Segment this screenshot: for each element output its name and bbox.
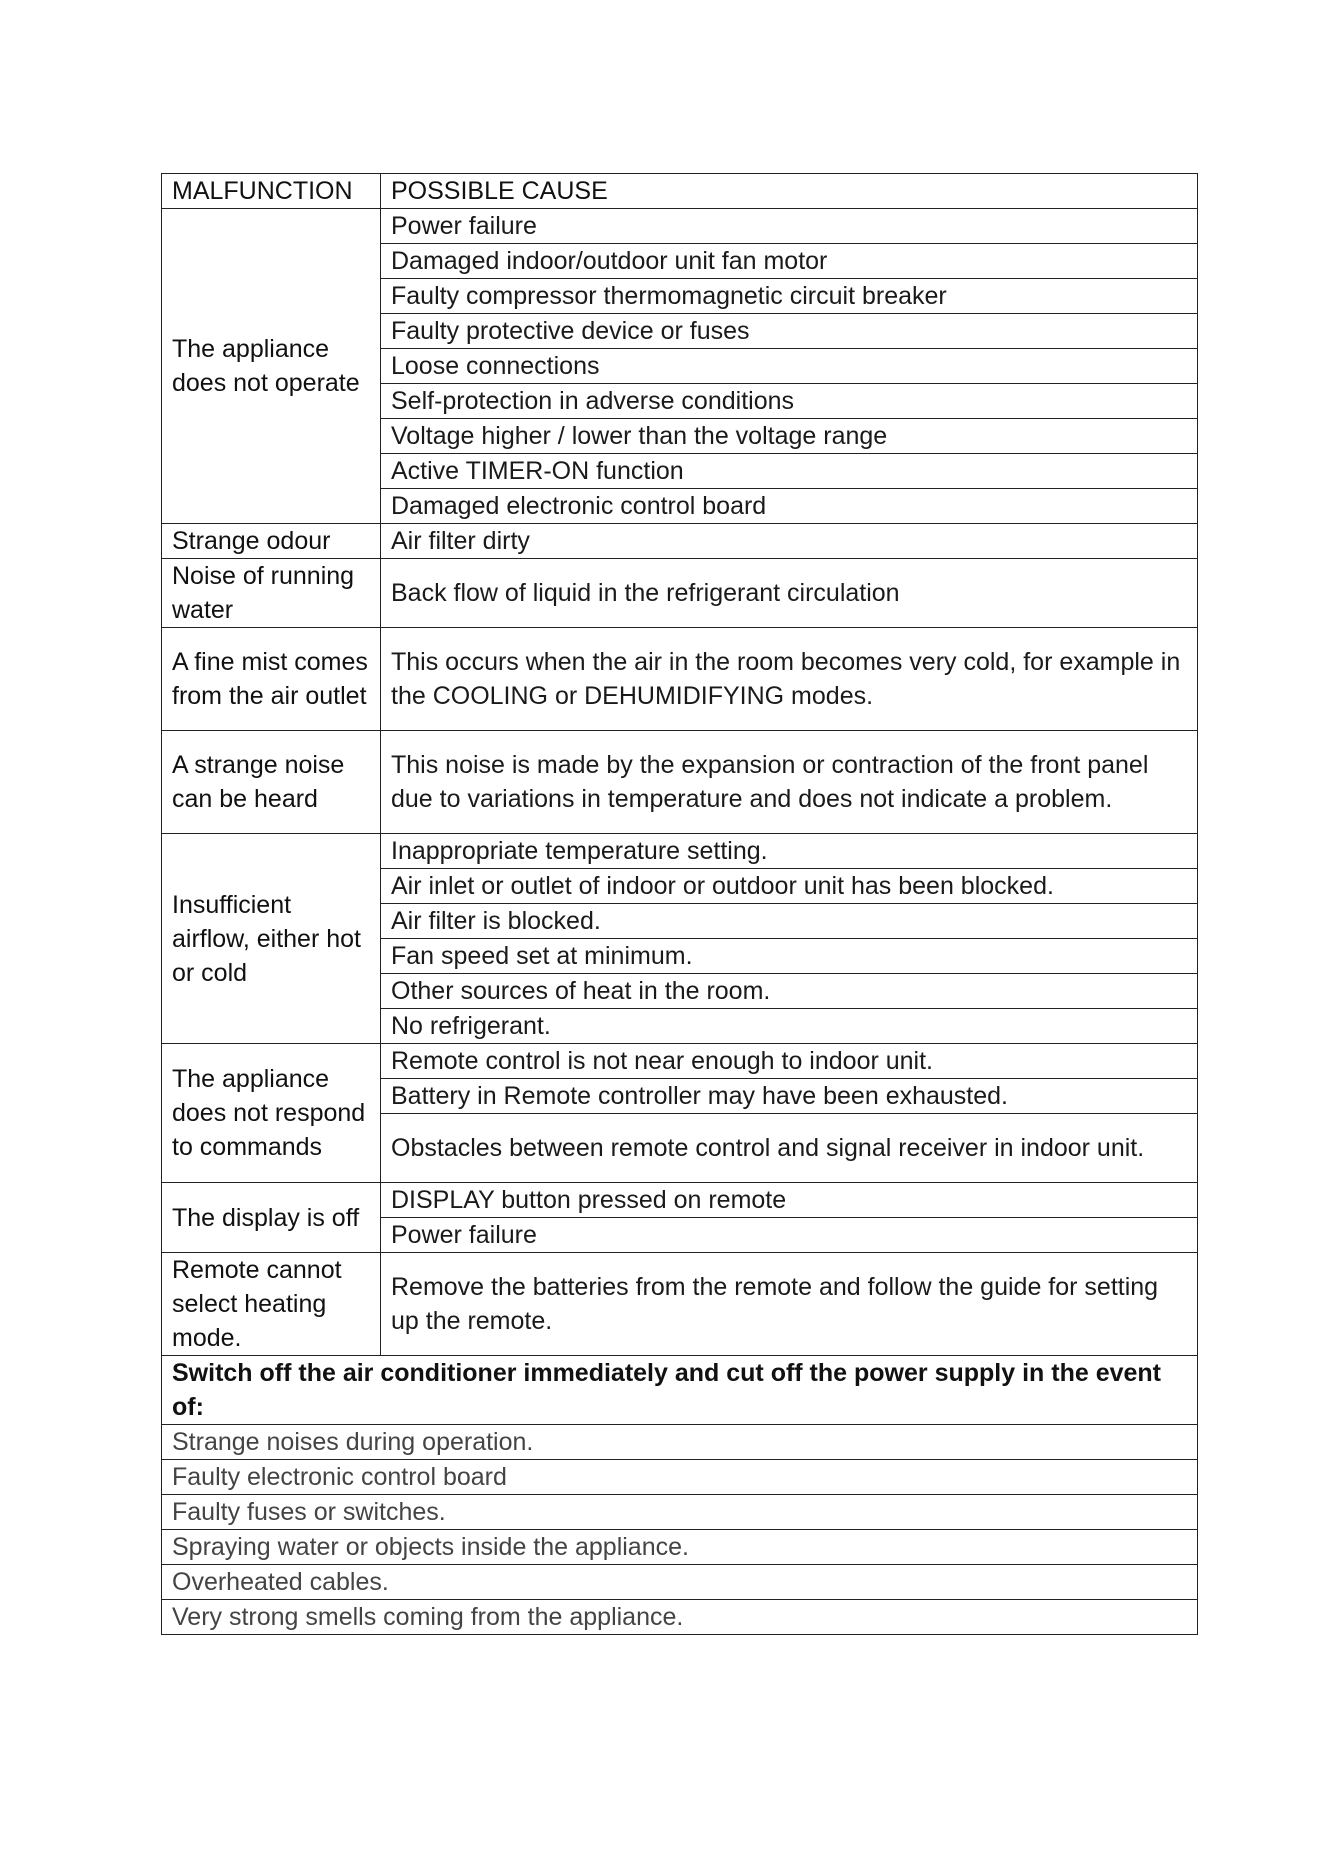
cause-cell: Remote control is not near enough to indoor unit.: [381, 1044, 1198, 1079]
malfunction-cell: Remote cannot select heating mode.: [162, 1253, 381, 1356]
cause-cell: This occurs when the air in the room becomes very cold, for example in the COOLING or DEHUMIDIFYING modes.: [381, 628, 1198, 731]
cause-cell: Active TIMER-ON function: [381, 454, 1198, 489]
cause-cell: Damaged indoor/outdoor unit fan motor: [381, 244, 1198, 279]
cause-cell: Self-protection in adverse conditions: [381, 384, 1198, 419]
malfunction-cell: Insufficient airflow, either hot or cold: [162, 834, 381, 1044]
cause-cell: Power failure: [381, 209, 1198, 244]
cause-cell: Voltage higher / lower than the voltage range: [381, 419, 1198, 454]
table-row: [162, 731, 1198, 834]
cause-cell: No refrigerant.: [381, 1009, 1198, 1044]
cause-cell: Inappropriate temperature setting.: [381, 834, 1198, 869]
warning-row: [162, 1600, 1198, 1635]
table-row: [162, 1044, 1198, 1079]
cause-cell: Obstacles between remote control and signal receiver in indoor unit.: [381, 1114, 1198, 1183]
malfunction-cell: The display is off: [162, 1183, 381, 1253]
cause-cell: Other sources of heat in the room.: [381, 974, 1198, 1009]
cause-cell: Power failure: [381, 1218, 1198, 1253]
warning-item: Faulty fuses or switches.: [162, 1495, 1198, 1530]
malfunction-cell: Strange odour: [162, 524, 381, 559]
cause-cell: Fan speed set at minimum.: [381, 939, 1198, 974]
cause-cell: Faulty compressor thermomagnetic circuit breaker: [381, 279, 1198, 314]
table-row: [162, 834, 1198, 869]
cause-cell: Battery in Remote controller may have been exhausted.: [381, 1079, 1198, 1114]
warning-item: Strange noises during operation.: [162, 1425, 1198, 1460]
warning-header-row: [162, 1356, 1198, 1425]
cause-cell: Air filter dirty: [381, 524, 1198, 559]
table-header-row: [162, 174, 1198, 209]
cause-cell: Air filter is blocked.: [381, 904, 1198, 939]
warning-row: [162, 1495, 1198, 1530]
troubleshooting-sheet: [161, 173, 1197, 1635]
cause-cell: DISPLAY button pressed on remote: [381, 1183, 1198, 1218]
table-row: [162, 209, 1198, 244]
warning-row: [162, 1565, 1198, 1600]
possible-cause-column-header: POSSIBLE CAUSE: [381, 174, 1198, 209]
cause-cell: Air inlet or outlet of indoor or outdoor unit has been blocked.: [381, 869, 1198, 904]
cause-cell: Back flow of liquid in the refrigerant circulation: [381, 559, 1198, 628]
cause-cell: Remove the batteries from the remote and follow the guide for setting up the remote.: [381, 1253, 1198, 1356]
cause-cell: Faulty protective device or fuses: [381, 314, 1198, 349]
warning-row: [162, 1425, 1198, 1460]
warning-item: Very strong smells coming from the appliance.: [162, 1600, 1198, 1635]
table-row: [162, 559, 1198, 628]
warning-item: Overheated cables.: [162, 1565, 1198, 1600]
malfunction-cell: The appliance does not respond to commands: [162, 1044, 381, 1183]
table-row: [162, 1183, 1198, 1218]
troubleshooting-table: [161, 173, 1198, 1635]
table-row: [162, 628, 1198, 731]
warning-item: Spraying water or objects inside the appliance.: [162, 1530, 1198, 1565]
malfunction-cell: The appliance does not operate: [162, 209, 381, 524]
cause-cell: Damaged electronic control board: [381, 489, 1198, 524]
table-row: [162, 1253, 1198, 1356]
malfunction-cell: A fine mist comes from the air outlet: [162, 628, 381, 731]
cause-cell: This noise is made by the expansion or contraction of the front panel due to variations in temperature and does not indicate a problem.: [381, 731, 1198, 834]
table-row: [162, 524, 1198, 559]
warning-row: [162, 1530, 1198, 1565]
warning-heading: Switch off the air conditioner immediately and cut off the power supply in the event of:: [162, 1356, 1198, 1425]
malfunction-cell: A strange noise can be heard: [162, 731, 381, 834]
malfunction-column-header: MALFUNCTION: [162, 174, 381, 209]
malfunction-cell: Noise of running water: [162, 559, 381, 628]
cause-cell: Loose connections: [381, 349, 1198, 384]
warning-item: Faulty electronic control board: [162, 1460, 1198, 1495]
warning-row: [162, 1460, 1198, 1495]
